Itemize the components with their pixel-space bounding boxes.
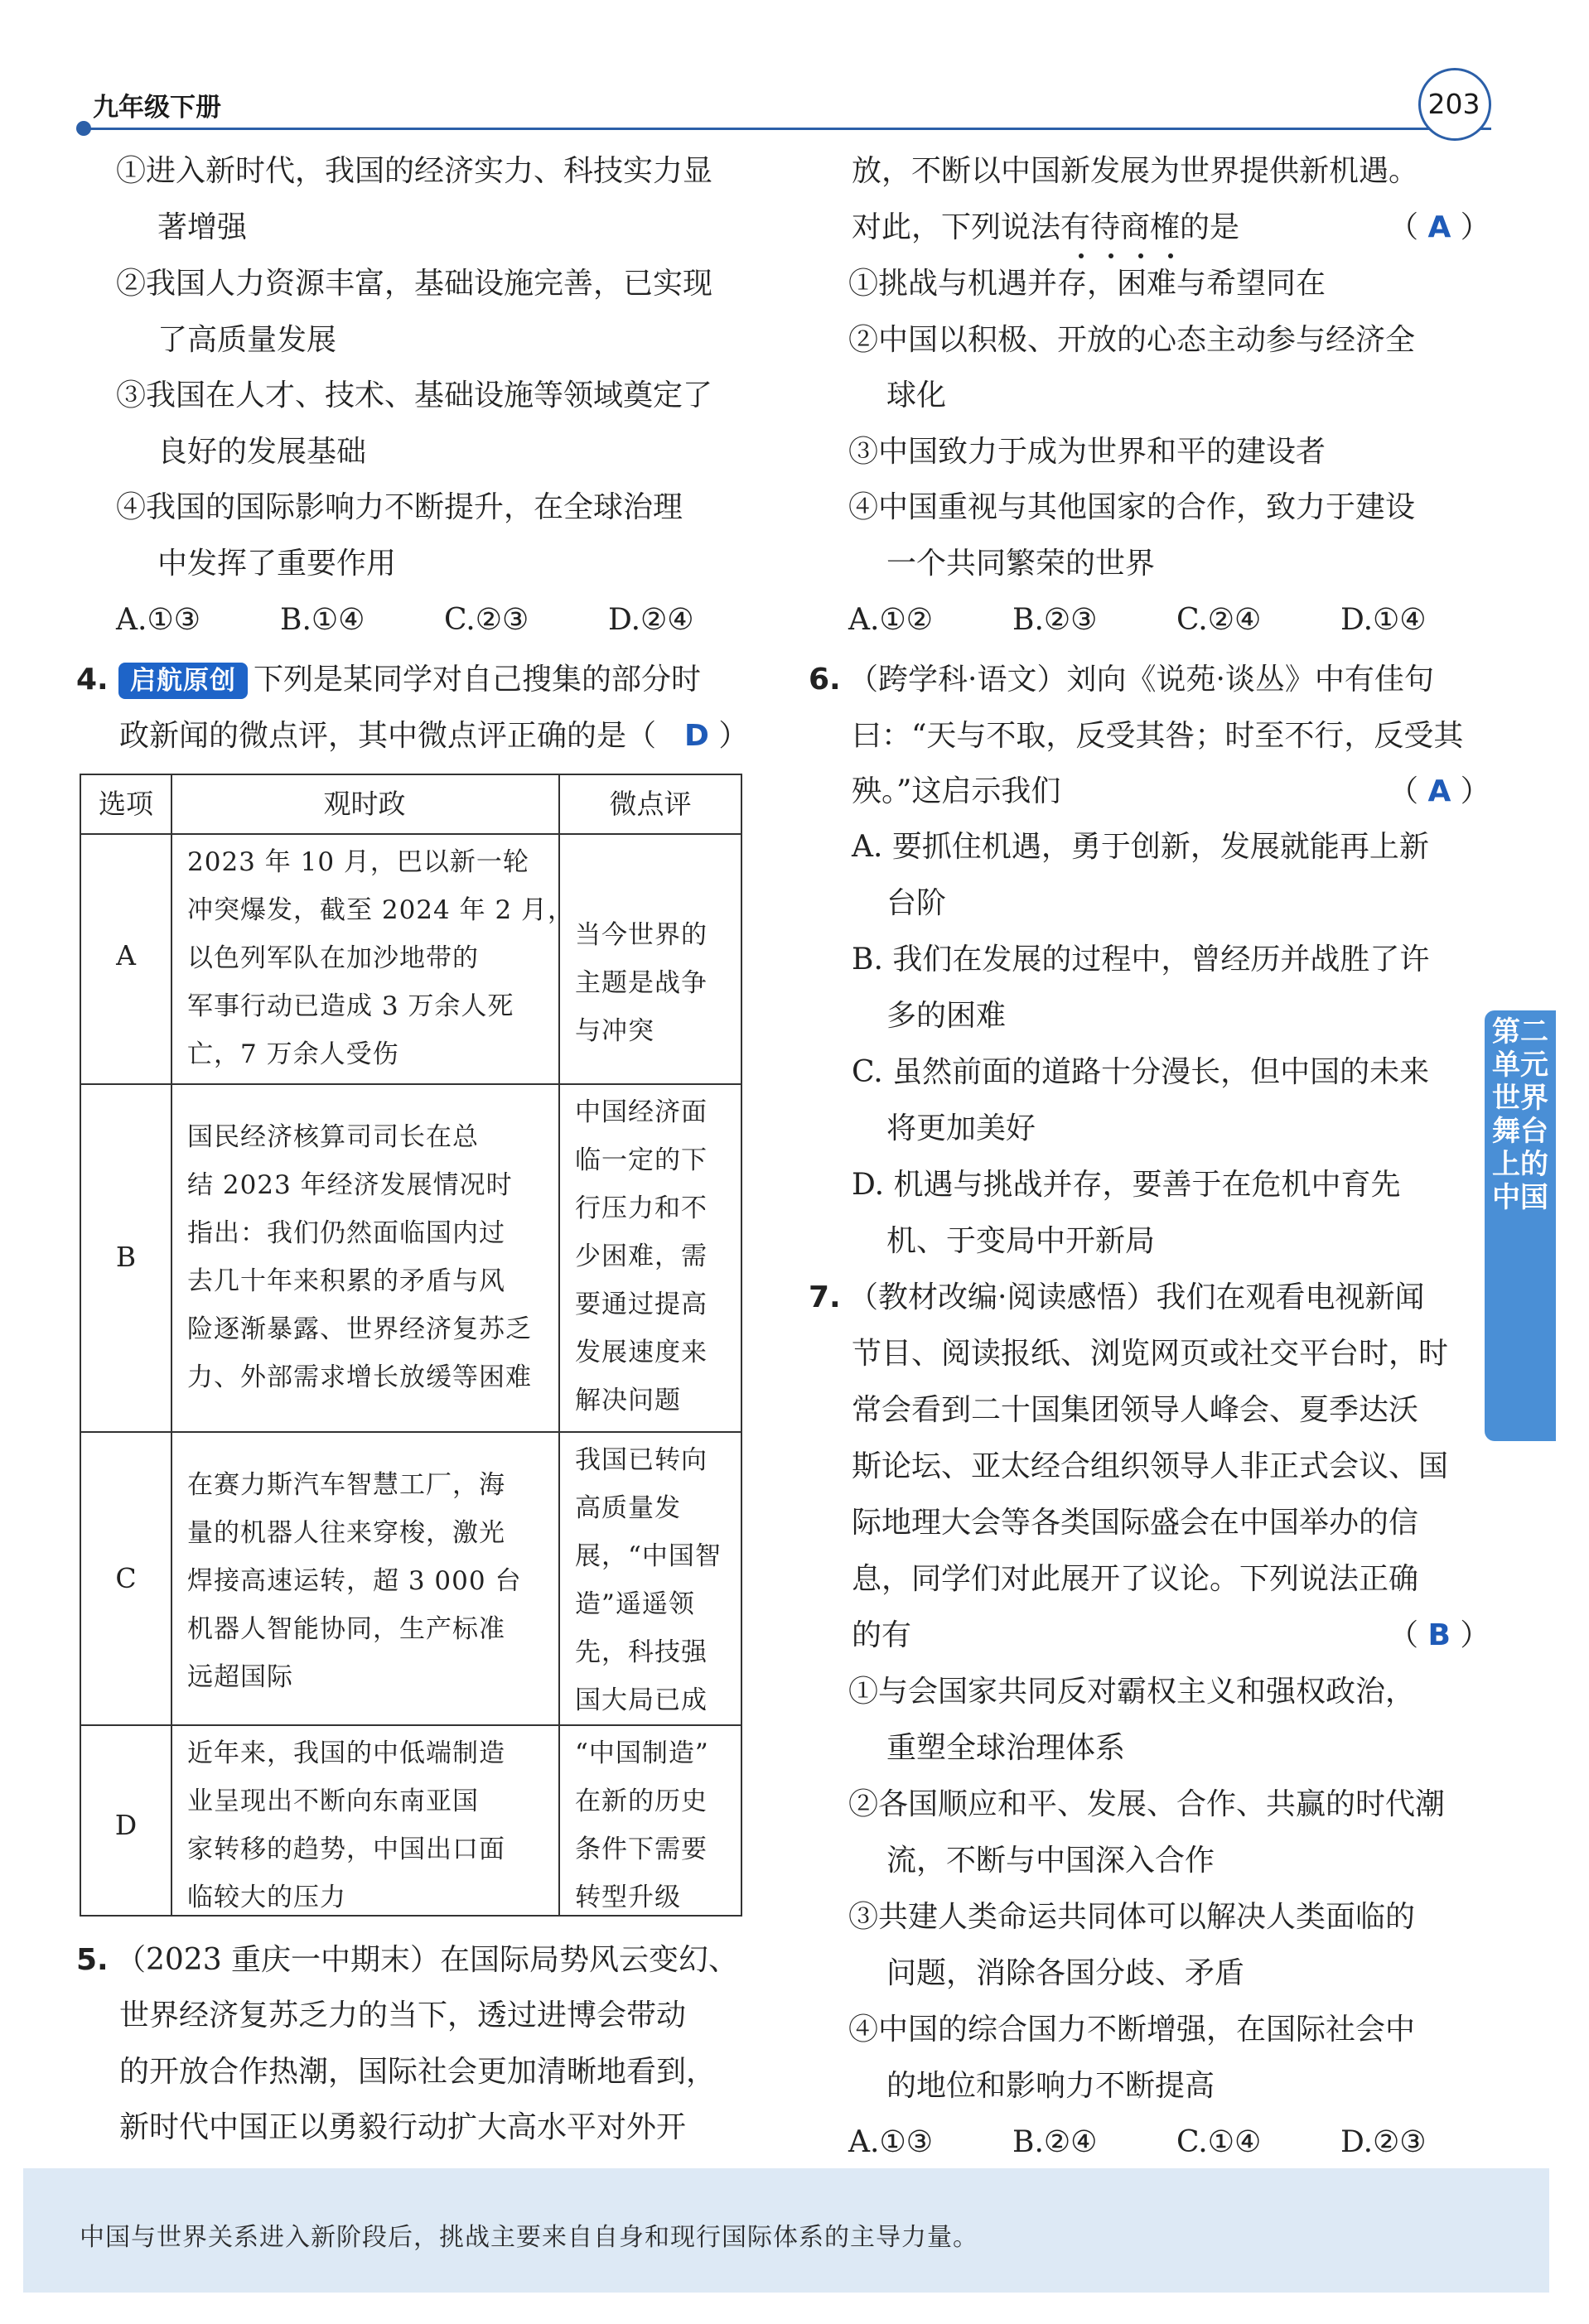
q6-option-d1: D. 机遇与挑战并存，要善于在危机中育先 bbox=[852, 1168, 1401, 1202]
q5-item-3: ③中国致力于成为世界和平的建设者 bbox=[848, 435, 1326, 469]
q5-item-4a: ④中国重视与其他国家的合作，致力于建设 bbox=[848, 490, 1416, 524]
emphasis-dot bbox=[1108, 253, 1113, 258]
q7-stem-4: 斯论坛、亚太经合组织领导人非正式会议、国 bbox=[852, 1449, 1449, 1483]
q5-number: 5. bbox=[76, 1943, 109, 1977]
q5-stem-1: （2023 重庆一中期末）在国际局势风云变幻、 bbox=[116, 1943, 739, 1977]
table-row-d-news-2: 业呈现出不断向东南亚国 bbox=[187, 1786, 479, 1816]
header-rule bbox=[83, 128, 1491, 130]
q5-choice-a: A.①② bbox=[848, 603, 933, 637]
q7-stem-5: 际地理大会等各类国际盛会在中国举办的信 bbox=[852, 1506, 1419, 1540]
q7-answer-letter: B bbox=[1427, 1618, 1451, 1652]
table-row-c-comment-1: 我国已转向 bbox=[575, 1445, 708, 1475]
table-row-c-news-5: 远超国际 bbox=[187, 1662, 293, 1692]
q5-choice-b: B.②③ bbox=[1012, 603, 1098, 637]
q3-choice-a: A.①③ bbox=[116, 603, 200, 637]
q4-answer-letter: D bbox=[684, 719, 709, 753]
q3-item-4a: ④我国的国际影响力不断提升，在全球治理 bbox=[116, 490, 683, 524]
q6-option-b2: 多的困难 bbox=[886, 999, 1007, 1033]
table-row-c-news-3: 焊接高速运转，超 3 000 台 bbox=[187, 1566, 522, 1596]
q5-stem-3: 的开放合作热潮，国际社会更加清晰地看到， bbox=[119, 2055, 717, 2089]
table-row-c-news-1: 在赛力斯汽车智慧工厂，海 bbox=[187, 1470, 505, 1500]
table-row-a-news-1: 2023 年 10 月，巴以新一轮 bbox=[187, 847, 529, 877]
news-comment-table bbox=[80, 774, 742, 1917]
q7-choice-b: B.②④ bbox=[1012, 2125, 1098, 2159]
q6-stem-1: （跨学科·语文）刘向《说苑·谈丛》中有佳句 bbox=[848, 663, 1434, 697]
table-row-c-comment-2: 高质量发 bbox=[575, 1493, 681, 1523]
q7-answer: （ B ） bbox=[1389, 1618, 1490, 1652]
q3-item-1a: ①进入新时代，我国的经济实力、科技实力显 bbox=[116, 154, 713, 188]
table-row-c-option: C bbox=[115, 1562, 137, 1594]
table-divider bbox=[81, 833, 741, 835]
q7-number: 7. bbox=[809, 1280, 841, 1314]
page-number: 203 bbox=[1427, 88, 1480, 120]
q6-stem-2: 曰：“天与不取，反受其咎；时至不行，反受其 bbox=[852, 719, 1464, 753]
q5-item-2b: 球化 bbox=[886, 378, 947, 412]
q6-answer: （ A ） bbox=[1389, 774, 1490, 808]
q6-option-d2: 机、于变局中开新局 bbox=[886, 1224, 1156, 1258]
q7-choice-c: C.①④ bbox=[1176, 2125, 1262, 2159]
table-row-b-comment-6: 发展速度来 bbox=[575, 1338, 708, 1367]
header-dot bbox=[76, 121, 91, 136]
table-row-d-comment-2: 在新的历史 bbox=[575, 1786, 708, 1816]
table-row-a-comment-1: 当今世界的 bbox=[575, 920, 708, 950]
q7-stem-3: 常会看到二十国集团领导人峰会、夏季达沃 bbox=[852, 1393, 1419, 1427]
table-row-a-news-2: 冲突爆发，截至 2024 年 2 月， bbox=[187, 895, 575, 925]
q6-number: 6. bbox=[809, 663, 841, 697]
q3-choice-c: C.②③ bbox=[444, 603, 529, 637]
q5-stem-6: 对此，下列说法有待商榷的是 bbox=[852, 210, 1240, 244]
q7-item-2b: 流，不断与中国深入合作 bbox=[886, 1844, 1215, 1878]
q5-stem-4: 新时代中国正以勇毅行动扩大高水平对外开 bbox=[119, 2110, 687, 2144]
table-row-b-news-6: 力、外部需求增长放缓等困难 bbox=[187, 1362, 532, 1392]
q7-stem-2: 节目、阅读报纸、浏览网页或社交平台时，时 bbox=[852, 1337, 1449, 1371]
table-row-b-news-4: 去几十年来积累的矛盾与风 bbox=[187, 1266, 505, 1296]
q3-item-3a: ③我国在人才、技术、基础设施等领域奠定了 bbox=[116, 378, 713, 412]
q5-item-2a: ②中国以积极、开放的心态主动参与经济全 bbox=[848, 323, 1416, 357]
table-row-b-option: B bbox=[115, 1241, 137, 1273]
q5-stem-2: 世界经济复苏乏力的当下，透过进博会带动 bbox=[119, 1999, 687, 2032]
q6-option-c2: 将更加美好 bbox=[886, 1111, 1036, 1145]
q7-item-1a: ①与会国家共同反对霸权主义和强权政治， bbox=[848, 1675, 1416, 1709]
table-row-c-comment-5: 先，科技强 bbox=[575, 1637, 708, 1667]
q3-item-4b: 中发挥了重要作用 bbox=[157, 547, 397, 581]
table-divider bbox=[81, 1724, 741, 1726]
table-divider bbox=[81, 1083, 741, 1085]
table-row-b-news-1: 国民经济核算司司长在总 bbox=[187, 1122, 479, 1152]
table-row-d-comment-3: 条件下需要 bbox=[575, 1835, 708, 1864]
q7-choice-d: D.②③ bbox=[1340, 2125, 1427, 2159]
q7-item-3b: 问题，消除各国分歧、矛盾 bbox=[886, 1956, 1245, 1990]
q4-answer bbox=[684, 717, 748, 755]
unit-side-tab-label: 第二单元 世界舞台上的中国 bbox=[1492, 1015, 1548, 1214]
table-divider bbox=[558, 775, 560, 1915]
q7-item-1b: 重塑全球治理体系 bbox=[886, 1731, 1126, 1765]
original-badge: 启航原创 bbox=[118, 663, 248, 699]
q3-choice-b: B.①④ bbox=[280, 603, 365, 637]
q7-item-4a: ④中国的综合国力不断增强，在国际社会中 bbox=[848, 2013, 1416, 2047]
table-row-d-comment-4: 转型升级 bbox=[575, 1883, 681, 1912]
q6-option-a1: A. 要抓住机遇，勇于创新，发展就能再上新 bbox=[852, 830, 1429, 864]
q5-item-4b: 一个共同繁荣的世界 bbox=[886, 547, 1156, 581]
q4-stem-1: 下列是某同学对自己搜集的部分时 bbox=[254, 663, 702, 697]
table-row-b-news-2: 结 2023 年经济发展情况时 bbox=[187, 1170, 513, 1200]
header-label: 九年级下册 bbox=[93, 93, 221, 123]
table-header-comment: 微点评 bbox=[609, 788, 692, 820]
table-row-c-comment-3: 展，“中国智 bbox=[575, 1541, 722, 1571]
footer-note: 中国与世界关系进入新阶段后，挑战主要来自自身和现行国际体系的主导力量。 bbox=[80, 2223, 978, 2252]
emphasis-dot bbox=[1138, 253, 1143, 258]
q7-stem-7: 的有 bbox=[852, 1618, 912, 1652]
q6-answer-letter: A bbox=[1427, 774, 1451, 808]
q5-choice-c: C.②④ bbox=[1176, 603, 1262, 637]
table-row-a-comment-3: 与冲突 bbox=[575, 1016, 654, 1046]
table-header-option: 选项 bbox=[99, 788, 153, 820]
q6-option-b1: B. 我们在发展的过程中，曾经历并战胜了许 bbox=[852, 943, 1430, 976]
q3-item-2a: ②我国人力资源丰富，基础设施完善，已实现 bbox=[116, 267, 713, 301]
table-row-d-comment-1: “中国制造” bbox=[575, 1738, 709, 1768]
table-divider bbox=[81, 1431, 741, 1433]
table-row-a-option: A bbox=[116, 939, 136, 972]
q5-choice-d: D.①④ bbox=[1340, 603, 1427, 637]
q3-item-1b: 著增强 bbox=[157, 210, 248, 244]
q6-option-c1: C. 虽然前面的道路十分漫长，但中国的未来 bbox=[852, 1055, 1430, 1089]
table-row-b-comment-5: 要通过提高 bbox=[575, 1290, 708, 1319]
q5-answer: （ A ） bbox=[1389, 210, 1490, 244]
table-row-b-comment-3: 行压力和不 bbox=[575, 1193, 708, 1223]
q7-item-4b: 的地位和影响力不断提高 bbox=[886, 2069, 1215, 2103]
q7-item-2a: ②各国顺应和平、发展、合作、共赢的时代潮 bbox=[848, 1787, 1446, 1821]
table-row-d-news-4: 临较大的压力 bbox=[187, 1883, 346, 1912]
table-divider bbox=[171, 775, 172, 1915]
emphasis-dot bbox=[1079, 253, 1084, 258]
table-row-b-comment-2: 临一定的下 bbox=[575, 1145, 708, 1175]
q6-option-a2: 台阶 bbox=[886, 886, 947, 920]
q7-stem-6: 息，同学们对此展开了议论。下列说法正确 bbox=[852, 1562, 1419, 1596]
table-row-b-news-5: 险逐渐暴露、世界经济复苏乏 bbox=[187, 1314, 532, 1344]
table-row-d-option: D bbox=[114, 1809, 138, 1841]
q4-number: 4. bbox=[76, 663, 109, 697]
q3-choice-d: D.②④ bbox=[608, 603, 694, 637]
table-row-b-comment-4: 少困难，需 bbox=[575, 1242, 708, 1271]
table-header-news: 观时政 bbox=[323, 788, 406, 820]
q6-stem-3: 殃。”这启示我们 bbox=[852, 774, 1061, 808]
table-row-d-news-3: 家转移的趋势，中国出口面 bbox=[187, 1835, 505, 1864]
table-row-c-news-2: 量的机器人往来穿梭，激光 bbox=[187, 1518, 505, 1548]
table-row-c-comment-6: 国大局已成 bbox=[575, 1685, 708, 1715]
table-row-a-comment-2: 主题是战争 bbox=[575, 968, 708, 998]
emphasis-dot bbox=[1168, 253, 1173, 258]
q5-stem-5: 放，不断以中国新发展为世界提供新机遇。 bbox=[852, 154, 1419, 188]
q3-item-3b: 良好的发展基础 bbox=[157, 435, 367, 469]
q7-choice-a: A.①③ bbox=[848, 2125, 933, 2159]
table-row-c-comment-4: 造”遥遥领 bbox=[575, 1589, 695, 1619]
q5-answer-letter: A bbox=[1427, 210, 1451, 244]
q7-item-3a: ③共建人类命运共同体可以解决人类面临的 bbox=[848, 1900, 1416, 1934]
table-row-b-news-3: 指出：我们仍然面临国内过 bbox=[187, 1218, 505, 1248]
table-row-b-comment-1: 中国经济面 bbox=[575, 1097, 708, 1127]
table-row-a-news-5: 亡，7 万余人受伤 bbox=[187, 1039, 399, 1069]
q7-stem-1: （教材改编·阅读感悟）我们在观看电视新闻 bbox=[848, 1280, 1425, 1314]
table-row-b-comment-7: 解决问题 bbox=[575, 1386, 681, 1415]
table-row-c-news-4: 机器人智能协同，生产标准 bbox=[187, 1614, 505, 1644]
q3-item-2b: 了高质量发展 bbox=[157, 323, 337, 357]
q4-stem-2: 政新闻的微点评，其中微点评正确的是（ bbox=[119, 719, 657, 753]
q5-item-1: ①挑战与机遇并存，困难与希望同在 bbox=[848, 267, 1326, 301]
table-row-d-news-1: 近年来，我国的中低端制造 bbox=[187, 1738, 505, 1768]
table-row-a-news-3: 以色列军队在加沙地带的 bbox=[187, 943, 479, 973]
q4-close-paren: ） bbox=[718, 719, 749, 753]
table-row-a-news-4: 军事行动已造成 3 万余人死 bbox=[187, 991, 514, 1021]
